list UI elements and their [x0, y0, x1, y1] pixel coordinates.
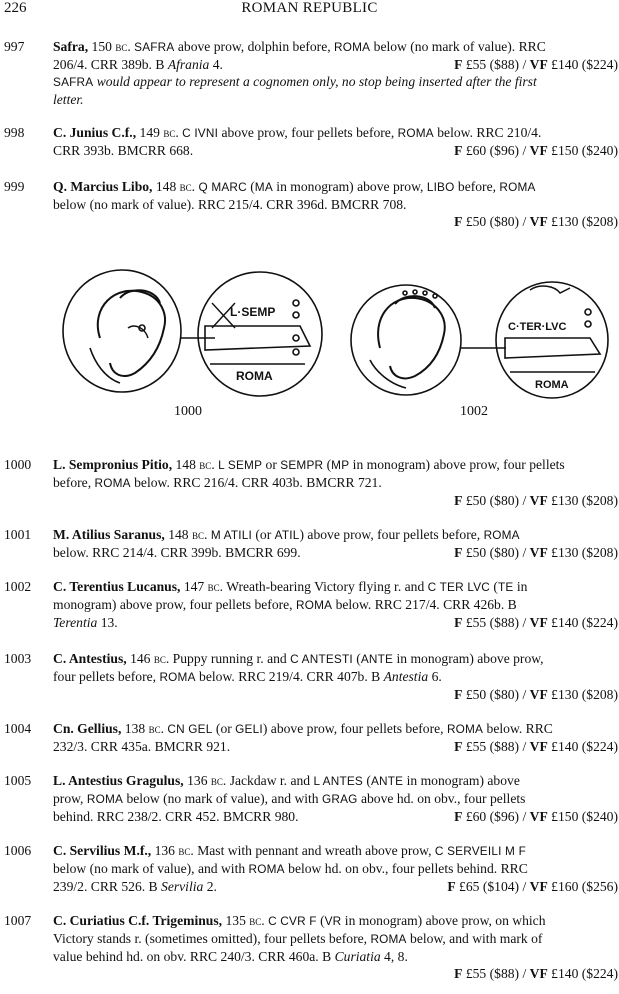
reference: Curiatia [334, 949, 381, 964]
legend: GELI [235, 722, 263, 736]
era: bc [163, 126, 176, 140]
running-title: ROMAN REPUBLIC [241, 0, 378, 16]
grade-vf: VF [529, 143, 548, 158]
grade-f: F [454, 493, 463, 508]
legend: VR [324, 914, 342, 928]
price [454, 142, 618, 159]
grade-vf: VF [529, 545, 548, 560]
price-vf: £150 ($240) [551, 809, 618, 824]
era: bc [153, 652, 166, 666]
legend: MA [254, 180, 273, 194]
grade-f: F [454, 214, 463, 229]
coin-drawings [60, 268, 619, 428]
legend: ROMA [295, 598, 333, 612]
text: below. RRC 217/4. CRR 426b. B [332, 597, 517, 612]
reference: Antestia [383, 669, 429, 684]
page-header [0, 0, 619, 20]
legend: L ANTES [313, 774, 363, 788]
legend: C SERVEILI M F [434, 844, 526, 858]
moneyer-name: L. Antestius Gragulus, [53, 773, 184, 788]
text: 239/2. CRR 526. B [53, 879, 162, 894]
legend: Q MARC [198, 180, 247, 194]
entry-number: 997 [4, 39, 25, 54]
era: bc [249, 914, 262, 928]
entry-number: 999 [4, 179, 25, 194]
price-f: £55 ($88) [465, 739, 520, 754]
grade-f: F [454, 545, 463, 560]
text: in monogram) above prow, [393, 651, 544, 666]
coin-1002-obverse [351, 285, 461, 395]
text: before, [454, 179, 500, 194]
price-f: £50 ($80) [465, 545, 520, 560]
text: below (no mark of value), and with [123, 791, 323, 806]
date: 138 [124, 721, 146, 736]
legend: M ATILI [210, 528, 252, 542]
grade-f: F [454, 615, 463, 630]
grade-vf: VF [529, 966, 548, 981]
price [454, 56, 618, 73]
text: 232/3. CRR 435a. BMCRR 921. [53, 739, 231, 754]
date: 135 [225, 913, 246, 928]
text: or [262, 457, 281, 472]
grade-f: F [454, 966, 463, 981]
grade-vf: VF [529, 809, 548, 824]
grade-vf: VF [529, 687, 548, 702]
slash: / [519, 687, 530, 702]
legend: ROMA [370, 932, 407, 946]
grade-vf: VF [529, 739, 548, 754]
price [53, 492, 618, 509]
entry-body: C. Terentius Lucanus, 147 bc. Wreath-bearing Victory flying r. and C TER LVC (TE in monogram) above prow, four pellets before, ROMA below. RRC 217/4. CRR 426b. B Terentia 13. F £55 ($88) / VF £140 ($224) [53, 579, 618, 630]
text: in [513, 579, 528, 594]
price-f: £65 ($104) [459, 879, 520, 894]
entry-body: Q. Marcius Libo, 148 bc. Q MARC (MA in monogram) above prow, LIBO before, ROMA below (no mark of value). RRC 215/4. CRR 396d. BMCRR 708. F £50 ($80) / VF £130 ($208) [53, 179, 618, 229]
moneyer-name: C. Antestius, [53, 651, 127, 666]
text: . Mast with pennant and wreath above prow, [190, 843, 435, 858]
date: 148 [155, 179, 177, 194]
price [53, 686, 618, 703]
legend: ROMA [86, 792, 124, 806]
legend: ROMA [159, 670, 196, 684]
note: would appear to represent a cognomen only, no stop being inserted after the first [93, 74, 537, 89]
moneyer-name: M. Atilius Saranus, [53, 527, 165, 542]
coin-1000-legend-top: L·SEMP [230, 305, 276, 319]
slash: / [519, 966, 530, 981]
note: letter. [53, 92, 84, 107]
text: above prow, four pellets before, [221, 125, 398, 140]
legend: LIBO [426, 180, 455, 194]
date: 136 [187, 773, 208, 788]
page-number: 226 [4, 0, 27, 16]
legend: ATIL [274, 528, 300, 542]
figure-caption-1002: 1002 [460, 404, 488, 419]
date: 136 [154, 843, 175, 858]
text: 4, 8. [380, 949, 408, 964]
date: 147 [183, 579, 205, 594]
legend: ANTE [360, 652, 394, 666]
moneyer-name: Safra, [53, 39, 89, 54]
moneyer-name: C. Terentius Lucanus, [53, 579, 181, 594]
legend: ROMA [94, 476, 131, 490]
era: bc [179, 180, 192, 194]
text: above prow, dolphin before, [174, 39, 335, 54]
entry-body: Safra, 150 bc. SAFRA above prow, dolphin before, ROMA below (no mark of value). RRC 206/4. CRR 389b. B Afrania 4. F £55 ($88) / VF £140 ($224) SAFRA would appear to represent a cognomen only, no stop being inserted after the first letter. [53, 39, 618, 107]
coin-1002-legend-bottom: ROMA [535, 379, 569, 391]
price [53, 965, 618, 982]
legend: SEMPR [280, 458, 324, 472]
moneyer-name: C. Servilius M.f., [53, 843, 152, 858]
text: below. RRC 210/4. [433, 125, 542, 140]
grade-f: F [454, 687, 463, 702]
price [454, 544, 618, 561]
moneyer-name: Q. Marcius Libo, [53, 179, 153, 194]
grade-f: F [454, 143, 463, 158]
grade-vf: VF [529, 879, 548, 894]
legend: ROMA [446, 722, 484, 736]
legend: GRAG [322, 792, 358, 806]
text: . Puppy running r. and [165, 651, 291, 666]
reference: Servilia [161, 879, 204, 894]
coin-illustrations [60, 268, 619, 428]
price-vf: £130 ($208) [551, 687, 618, 702]
price-vf: £140 ($224) [551, 739, 618, 754]
slash: / [519, 57, 530, 72]
slash: / [519, 545, 530, 560]
price-vf: £140 ($224) [551, 57, 618, 72]
price-vf: £130 ($208) [551, 545, 618, 560]
slash: / [519, 809, 530, 824]
text: above hd. on obv., four pellets [357, 791, 526, 806]
era: bc [115, 40, 128, 54]
era: bc [207, 580, 220, 594]
entry-number: 1007 [4, 913, 32, 928]
grade-vf: VF [529, 57, 548, 72]
legend: TE [497, 580, 514, 594]
price-vf: £140 ($224) [551, 615, 618, 630]
text: 6. [428, 669, 442, 684]
slash: / [519, 879, 530, 894]
text: below (no mark of value). RRC 215/4. CRR 396d. BMCRR 708. [53, 197, 407, 212]
coin-1002-legend-top: C·TER·LVC [508, 321, 567, 333]
date: 146 [130, 651, 151, 666]
price-f: £55 ($88) [465, 57, 520, 72]
era: bc [192, 528, 205, 542]
text: below, and with mark of [406, 931, 543, 946]
coin-1000-obverse [63, 270, 181, 392]
text: in monogram) above prow, on which [341, 913, 546, 928]
price-f: £50 ($80) [465, 687, 520, 702]
price-f: £60 ($96) [465, 809, 520, 824]
text: below. RRC 216/4. CRR 403b. BMCRR 721. [130, 475, 382, 490]
entry-number: 1006 [4, 843, 32, 858]
date: 148 [175, 457, 196, 472]
legend: ROMA [334, 40, 371, 54]
text: value behind hd. on obv. RRC 240/3. CRR 460a. B [53, 949, 335, 964]
entry-number: 1002 [4, 579, 32, 594]
legend: C ANTESTI [290, 652, 353, 666]
reference: Terentia [53, 615, 98, 630]
text: in monogram) above [403, 773, 520, 788]
text: prow, [53, 791, 87, 806]
entry-body [53, 842, 618, 895]
era: bc [199, 458, 212, 472]
legend: MP [331, 458, 350, 472]
text: before, [53, 475, 95, 490]
text: Victory stands r. (sometimes omitted), four pellets before, [53, 931, 371, 946]
date: 149 [139, 125, 160, 140]
entry-body: C. Antestius, 146 bc. Puppy running r. and C ANTESTI (ANTE in monogram) above prow, four pellets before, ROMA below. RRC 219/4. CRR 407b. B Antestia 6. F £50 ($80) / VF £130 ($208) [53, 651, 618, 702]
text: 206/4. CRR 389b. B [53, 57, 168, 72]
legend: ROMA [499, 180, 536, 194]
legend: C TER LVC [427, 580, 490, 594]
era: bc [210, 774, 223, 788]
text: below. RRC 214/4. CRR 399b. BMCRR 699. [53, 545, 301, 560]
entry-body: C. Curiatius C.f. Trigeminus, 135 bc. C CVR F (VR in monogram) above prow, on which Victory stands r. (sometimes omitted), four pellets before, ROMA below, and with mark of value behind hd. on obv. RRC 240/3. CRR 460a. B Curiatia 4, 8. F £55 ($88) / VF £140 ($224) [53, 913, 618, 981]
legend: ROMA [248, 862, 285, 876]
moneyer-name: L. Sempronius Pitio, [53, 457, 173, 472]
text: below (no mark of value), and with [53, 861, 249, 876]
grade-f: F [454, 739, 463, 754]
text: below. RRC [483, 721, 553, 736]
text: . Jackdaw r. and [222, 773, 314, 788]
slash: / [519, 493, 530, 508]
price-f: £55 ($88) [465, 615, 520, 630]
entry-number: 1001 [4, 527, 32, 542]
date: 150 [91, 39, 112, 54]
price [53, 213, 618, 230]
legend: SAFRA [134, 40, 175, 54]
entry-body: L. Antestius Gragulus, 136 bc. Jackdaw r. and L ANTES (ANTE in monogram) above prow, ROMA below (no mark of value), and with GRAG above hd. on obv., four pellets behind. RRC 238/2. CRR 452. BMCRR 980. F £60 ($96) / VF £150 ($240) [53, 773, 618, 824]
slash: / [519, 143, 530, 158]
legend: ANTE [370, 774, 404, 788]
entry-body: L. Sempronius Pitio, 148 bc. L SEMP or SEMPR (MP in monogram) above prow, four pellets before, ROMA below. RRC 216/4. CRR 403b. BMCRR 721. F £50 ($80) / VF £130 ($208) [53, 457, 618, 508]
text: in monogram) above prow, [272, 179, 427, 194]
text: CRR 393b. BMCRR 668. [53, 143, 194, 158]
date: 148 [168, 527, 189, 542]
legend: SAFRA [53, 75, 94, 89]
moneyer-name: C. Junius C.f., [53, 125, 137, 140]
figure-caption-1000: 1000 [174, 404, 202, 419]
legend: C IVNI [182, 126, 219, 140]
entry-number: 1003 [4, 651, 32, 666]
text: (or [251, 527, 275, 542]
grade-vf: VF [529, 493, 548, 508]
text: below (no mark of value). RRC [370, 39, 546, 54]
price-f: £60 ($96) [465, 143, 520, 158]
era: bc [148, 722, 161, 736]
grade-vf: VF [529, 615, 548, 630]
era: bc [178, 844, 191, 858]
price-vf: £140 ($224) [551, 966, 618, 981]
text: below. RRC 219/4. CRR 407b. B [195, 669, 384, 684]
text: ( [246, 179, 255, 194]
text: behind. RRC 238/2. CRR 452. BMCRR 980. [53, 809, 299, 824]
price-vf: £130 ($208) [551, 493, 618, 508]
text: monogram) above prow, four pellets before, [53, 597, 296, 612]
legend: ROMA [397, 126, 434, 140]
text: . Wreath-bearing Victory flying r. and [219, 579, 428, 594]
text: 2. [203, 879, 217, 894]
text: four pellets before, [53, 669, 160, 684]
price-vf: £130 ($208) [551, 214, 618, 229]
grade-f: F [454, 57, 463, 72]
slash: / [519, 214, 530, 229]
entry-body: M. Atilius Saranus, 148 bc. M ATILI (or ATIL) above prow, four pellets before, ROMA below. RRC 214/4. CRR 399b. BMCRR 699. F £50 ($80) / VF £130 ($208) [53, 527, 618, 560]
price-f: £50 ($80) [465, 493, 520, 508]
text: 13. [97, 615, 118, 630]
price-f: £55 ($88) [465, 966, 520, 981]
entry-body: Cn. Gellius, 138 bc. CN GEL (or GELI) above prow, four pellets before, ROMA below. RRC 232/3. CRR 435a. BMCRR 921. F £55 ($88) / VF £140 ($224) [53, 721, 618, 754]
text: below hd. on obv., four pellets behind. RRC [284, 861, 528, 876]
legend: L SEMP [218, 458, 263, 472]
price-vf: £160 ($256) [551, 879, 618, 894]
price [447, 878, 618, 895]
text: 4. [209, 57, 223, 72]
price [454, 738, 618, 755]
moneyer-name: Cn. Gellius, [53, 721, 122, 736]
slash: / [519, 615, 530, 630]
text: ) above prow, four pellets before, [262, 721, 447, 736]
legend: ROMA [483, 528, 520, 542]
text: in monogram) above prow, four pellets [349, 457, 565, 472]
grade-f: F [454, 809, 463, 824]
entry-number: 998 [4, 125, 25, 140]
price [454, 808, 618, 825]
entry-body: C. Junius C.f., 149 bc. C IVNI above prow, four pellets before, ROMA below. RRC 210/4. CRR 393b. BMCRR 668. F £60 ($96) / VF £150 ($240) [53, 125, 618, 158]
price [454, 614, 618, 631]
reference: Afrania [167, 57, 210, 72]
slash: / [519, 739, 530, 754]
coin-1000-legend-bottom: ROMA [236, 369, 273, 383]
entry-number: 1000 [4, 457, 32, 472]
entry-number: 1005 [4, 773, 32, 788]
legend: C CVR F [268, 914, 317, 928]
text: ) above prow, four pellets before, [299, 527, 484, 542]
legend: CN GEL [167, 722, 213, 736]
entry-number: 1004 [4, 721, 32, 736]
grade-f: F [447, 879, 456, 894]
price-f: £50 ($80) [465, 214, 520, 229]
moneyer-name: C. Curiatius C.f. Trigeminus, [53, 913, 223, 928]
price-vf: £150 ($240) [551, 143, 618, 158]
grade-vf: VF [529, 214, 548, 229]
